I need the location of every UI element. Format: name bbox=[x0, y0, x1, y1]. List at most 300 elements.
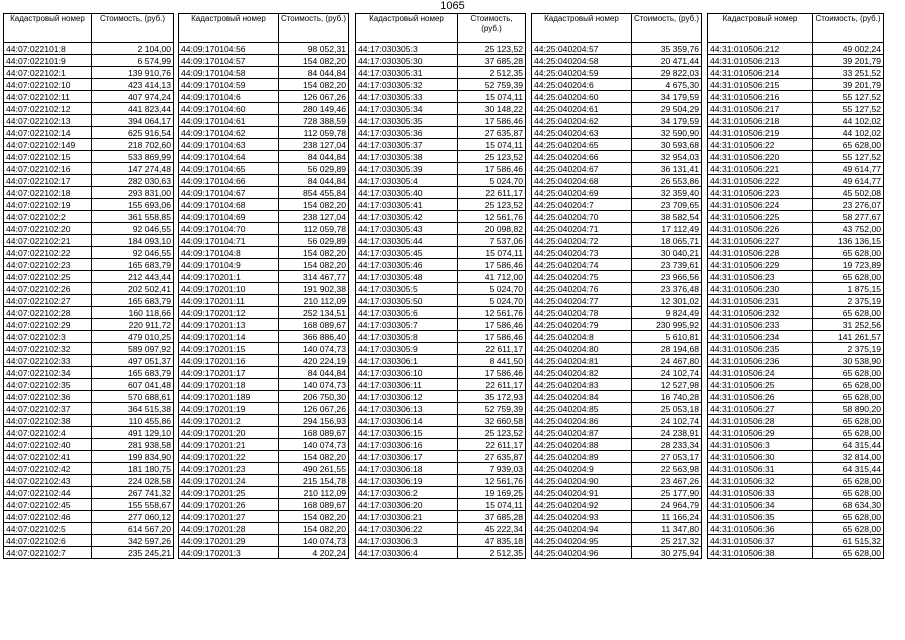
table-row bbox=[708, 427, 884, 439]
cadastral-number-cell: 44:07:022102:40 bbox=[4, 439, 92, 451]
table-row bbox=[179, 487, 349, 499]
table-row bbox=[4, 43, 174, 55]
table-row bbox=[532, 211, 702, 223]
table-row bbox=[356, 127, 526, 139]
table-row bbox=[708, 163, 884, 175]
cost-cell: 168 089,67 bbox=[279, 427, 349, 439]
table-body bbox=[4, 43, 174, 559]
cadastral-number-cell: 44:07:022102:18 bbox=[4, 187, 92, 199]
cadastral-number-cell: 44:17:030306:22 bbox=[356, 523, 458, 535]
cadastral-number-cell: 44:09:170201:24 bbox=[179, 475, 279, 487]
cost-cell: 19 169,25 bbox=[458, 487, 526, 499]
cost-cell: 22 611,17 bbox=[458, 343, 526, 355]
table-row bbox=[708, 415, 884, 427]
table-row bbox=[179, 343, 349, 355]
table-row bbox=[179, 499, 349, 511]
cost-cell: 165 683,79 bbox=[92, 367, 174, 379]
table-row bbox=[4, 295, 174, 307]
cadastral-number-cell: 44:31:010506:213 bbox=[708, 55, 813, 67]
table-row bbox=[356, 187, 526, 199]
cost-cell: 27 635,87 bbox=[458, 127, 526, 139]
cost-cell: 29 822,03 bbox=[632, 67, 702, 79]
cadastral-number-cell: 44:25:040204:8 bbox=[532, 331, 632, 343]
table-row bbox=[179, 403, 349, 415]
table-row bbox=[532, 427, 702, 439]
cost-cell: 394 064,17 bbox=[92, 115, 174, 127]
table-row bbox=[4, 259, 174, 271]
cadastral-number-cell: 44:25:040204:83 bbox=[532, 379, 632, 391]
cost-cell: 366 886,40 bbox=[279, 331, 349, 343]
cadastral-number-cell: 44:31:010506:26 bbox=[708, 391, 813, 403]
cadastral-number-cell: 44:09:170201:189 bbox=[179, 391, 279, 403]
table-row bbox=[708, 247, 884, 259]
table-row bbox=[4, 283, 174, 295]
cadastral-number-cell: 44:07:022102:33 bbox=[4, 355, 92, 367]
cadastral-number-cell: 44:09:170201:26 bbox=[179, 499, 279, 511]
table-row bbox=[356, 247, 526, 259]
table-row bbox=[179, 331, 349, 343]
table-row bbox=[179, 271, 349, 283]
cadastral-number-cell: 44:07:022102:149 bbox=[4, 139, 92, 151]
cadastral-number-cell: 44:07:022101:8 bbox=[4, 43, 92, 55]
cost-cell: 65 628,00 bbox=[813, 247, 884, 259]
cadastral-number-cell: 44:31:010506:226 bbox=[708, 223, 813, 235]
table-row bbox=[708, 523, 884, 535]
table-row bbox=[179, 187, 349, 199]
cadastral-number-cell: 44:31:010506:221 bbox=[708, 163, 813, 175]
table-row bbox=[708, 307, 884, 319]
table-row bbox=[532, 295, 702, 307]
cost-cell: 165 683,79 bbox=[92, 259, 174, 271]
table-row bbox=[356, 175, 526, 187]
cadastral-number-cell: 44:17:030305:8 bbox=[356, 331, 458, 343]
cost-cell: 168 089,67 bbox=[279, 499, 349, 511]
cadastral-number-cell: 44:25:040204:9 bbox=[532, 463, 632, 475]
cadastral-number-cell: 44:17:030306:13 bbox=[356, 403, 458, 415]
table-row bbox=[532, 163, 702, 175]
cadastral-number-cell: 44:25:040204:85 bbox=[532, 403, 632, 415]
cost-cell: 191 902,38 bbox=[279, 283, 349, 295]
cost-cell: 154 082,20 bbox=[279, 199, 349, 211]
cost-cell: 84 044,84 bbox=[279, 175, 349, 187]
cost-cell: 84 044,84 bbox=[279, 151, 349, 163]
cost-cell: 61 515,32 bbox=[813, 535, 884, 547]
page-number: 1065 bbox=[440, 0, 465, 12]
cadastral-number-cell: 44:25:040204:63 bbox=[532, 127, 632, 139]
cadastral-number-cell: 44:17:030305:4 bbox=[356, 175, 458, 187]
cadastral-number-cell: 44:17:030306:18 bbox=[356, 463, 458, 475]
table-row bbox=[4, 223, 174, 235]
table-row bbox=[4, 487, 174, 499]
cost-cell: 12 561,76 bbox=[458, 307, 526, 319]
cadastral-number-cell: 44:31:010506:235 bbox=[708, 343, 813, 355]
cadastral-number-cell: 44:09:170201:19 bbox=[179, 403, 279, 415]
cadastral-number-cell: 44:17:030305:43 bbox=[356, 223, 458, 235]
table-row bbox=[708, 391, 884, 403]
cost-cell: 23 966,56 bbox=[632, 271, 702, 283]
cadastral-number-cell: 44:17:030305:33 bbox=[356, 91, 458, 103]
cost-cell: 282 030,63 bbox=[92, 175, 174, 187]
cost-cell: 147 274,48 bbox=[92, 163, 174, 175]
cadastral-number-cell: 44:17:030306:12 bbox=[356, 391, 458, 403]
cost-cell: 47 835,18 bbox=[458, 535, 526, 547]
cadastral-number-cell: 44:17:030305:36 bbox=[356, 127, 458, 139]
cost-cell: 1 875,15 bbox=[813, 283, 884, 295]
table-row bbox=[4, 91, 174, 103]
table-row bbox=[356, 163, 526, 175]
table-row bbox=[179, 103, 349, 115]
cost-cell: 23 376,48 bbox=[632, 283, 702, 295]
table-row bbox=[708, 115, 884, 127]
table-row bbox=[356, 139, 526, 151]
cadastral-number-cell: 44:31:010506:27 bbox=[708, 403, 813, 415]
cost-cell: 2 512,35 bbox=[458, 67, 526, 79]
cost-cell: 25 177,90 bbox=[632, 487, 702, 499]
cost-cell: 24 102,74 bbox=[632, 415, 702, 427]
cadastral-number-cell: 44:09:170201:16 bbox=[179, 355, 279, 367]
cadastral-number-cell: 44:07:022102:42 bbox=[4, 463, 92, 475]
table-row bbox=[356, 403, 526, 415]
cost-cell: 281 938,58 bbox=[92, 439, 174, 451]
table-row bbox=[4, 331, 174, 343]
cadastral-number-cell: 44:07:022102:46 bbox=[4, 511, 92, 523]
cadastral-number-cell: 44:17:030306:2 bbox=[356, 487, 458, 499]
table-body bbox=[356, 43, 526, 559]
cost-cell: 65 628,00 bbox=[813, 367, 884, 379]
cost-cell: 294 156,93 bbox=[279, 415, 349, 427]
header-cost: Стоимость, (руб.) bbox=[92, 14, 174, 43]
table-row bbox=[532, 355, 702, 367]
cost-cell: 37 685,28 bbox=[458, 55, 526, 67]
cost-cell: 7 939,03 bbox=[458, 463, 526, 475]
cost-cell: 6 574,99 bbox=[92, 55, 174, 67]
cost-cell: 181 180,75 bbox=[92, 463, 174, 475]
cadastral-number-cell: 44:17:030306:10 bbox=[356, 367, 458, 379]
cost-cell: 407 974,24 bbox=[92, 91, 174, 103]
table-row bbox=[708, 355, 884, 367]
cadastral-number-cell: 44:07:022102:34 bbox=[4, 367, 92, 379]
cost-cell: 2 104,00 bbox=[92, 43, 174, 55]
table-body bbox=[532, 43, 702, 559]
cadastral-number-cell: 44:31:010506:228 bbox=[708, 247, 813, 259]
cost-cell: 58 277,67 bbox=[813, 211, 884, 223]
table-row bbox=[356, 115, 526, 127]
cost-cell: 238 127,04 bbox=[279, 139, 349, 151]
table-row bbox=[532, 247, 702, 259]
cadastral-number-cell: 44:25:040204:78 bbox=[532, 307, 632, 319]
cost-cell: 37 685,28 bbox=[458, 511, 526, 523]
cadastral-number-cell: 44:09:170201:25 bbox=[179, 487, 279, 499]
cost-cell: 154 082,20 bbox=[279, 511, 349, 523]
table-row bbox=[356, 199, 526, 211]
table-row bbox=[708, 379, 884, 391]
cost-cell: 39 201,79 bbox=[813, 55, 884, 67]
table-row bbox=[356, 499, 526, 511]
cadastral-number-cell: 44:25:040204:68 bbox=[532, 175, 632, 187]
cadastral-number-cell: 44:25:040204:71 bbox=[532, 223, 632, 235]
cadastral-number-cell: 44:31:010506:23 bbox=[708, 271, 813, 283]
cost-cell: 215 154,78 bbox=[279, 475, 349, 487]
cadastral-number-cell: 44:31:010506:218 bbox=[708, 115, 813, 127]
cadastral-number-cell: 44:17:030305:45 bbox=[356, 247, 458, 259]
cadastral-number-cell: 44:25:040204:96 bbox=[532, 547, 632, 559]
table-row bbox=[708, 79, 884, 91]
cost-cell: 112 059,78 bbox=[279, 223, 349, 235]
table-row bbox=[4, 199, 174, 211]
cost-cell: 4 202,24 bbox=[279, 547, 349, 559]
cost-cell: 27 053,17 bbox=[632, 451, 702, 463]
table-row bbox=[356, 367, 526, 379]
cadastral-number-cell: 44:07:022102:3 bbox=[4, 331, 92, 343]
table-row bbox=[179, 547, 349, 559]
table-row bbox=[708, 259, 884, 271]
cadastral-number-cell: 44:17:030306:14 bbox=[356, 415, 458, 427]
table-row bbox=[532, 199, 702, 211]
cost-cell: 5 610,81 bbox=[632, 331, 702, 343]
table-row bbox=[356, 259, 526, 271]
cost-cell: 126 067,26 bbox=[279, 91, 349, 103]
table-row bbox=[356, 103, 526, 115]
table-row bbox=[4, 55, 174, 67]
cadastral-number-cell: 44:07:022102:14 bbox=[4, 127, 92, 139]
table-row bbox=[179, 235, 349, 247]
cost-cell: 17 586,46 bbox=[458, 367, 526, 379]
cadastral-number-cell: 44:17:030306:19 bbox=[356, 475, 458, 487]
cost-cell: 30 275,94 bbox=[632, 547, 702, 559]
table-row bbox=[4, 511, 174, 523]
table-row bbox=[4, 355, 174, 367]
cost-cell: 614 567,20 bbox=[92, 523, 174, 535]
cost-cell: 570 688,61 bbox=[92, 391, 174, 403]
table-row bbox=[708, 343, 884, 355]
cost-cell: 184 093,10 bbox=[92, 235, 174, 247]
cost-cell: 34 179,59 bbox=[632, 91, 702, 103]
cadastral-number-cell: 44:17:030305:46 bbox=[356, 259, 458, 271]
table-row bbox=[708, 55, 884, 67]
table-row bbox=[179, 415, 349, 427]
table-row bbox=[356, 151, 526, 163]
cadastral-number-cell: 44:07:022102:41 bbox=[4, 451, 92, 463]
table-row bbox=[4, 439, 174, 451]
table-row bbox=[179, 127, 349, 139]
cadastral-number-cell: 44:25:040204:59 bbox=[532, 67, 632, 79]
cost-cell: 56 029,89 bbox=[279, 235, 349, 247]
cost-cell: 55 127,52 bbox=[813, 151, 884, 163]
table-row bbox=[179, 55, 349, 67]
cadastral-number-cell: 44:25:040204:91 bbox=[532, 487, 632, 499]
cost-cell: 52 759,39 bbox=[458, 79, 526, 91]
table-row bbox=[356, 91, 526, 103]
table-row bbox=[356, 475, 526, 487]
cadastral-number-cell: 44:25:040204:58 bbox=[532, 55, 632, 67]
table-row bbox=[708, 43, 884, 55]
table-row bbox=[179, 199, 349, 211]
cost-cell: 22 563,98 bbox=[632, 463, 702, 475]
cost-cell: 25 217,32 bbox=[632, 535, 702, 547]
cadastral-number-cell: 44:31:010506:29 bbox=[708, 427, 813, 439]
cost-cell: 218 702,60 bbox=[92, 139, 174, 151]
table-row bbox=[708, 199, 884, 211]
cost-cell: 5 024,70 bbox=[458, 175, 526, 187]
table-row bbox=[4, 211, 174, 223]
table-row bbox=[4, 547, 174, 559]
table-row bbox=[356, 535, 526, 547]
cost-cell: 533 869,99 bbox=[92, 151, 174, 163]
cost-cell: 11 166,24 bbox=[632, 511, 702, 523]
table-row bbox=[708, 535, 884, 547]
table-row bbox=[179, 307, 349, 319]
cadastral-number-cell: 44:09:170104:60 bbox=[179, 103, 279, 115]
cadastral-number-cell: 44:07:022102:38 bbox=[4, 415, 92, 427]
cadastral-number-cell: 44:31:010506:34 bbox=[708, 499, 813, 511]
cadastre-table-2 bbox=[178, 13, 349, 559]
table-row bbox=[179, 535, 349, 547]
cadastral-number-cell: 44:31:010506:231 bbox=[708, 295, 813, 307]
cadastral-number-cell: 44:09:170201:22 bbox=[179, 451, 279, 463]
cadastral-number-cell: 44:17:030305:42 bbox=[356, 211, 458, 223]
cost-cell: 35 172,93 bbox=[458, 391, 526, 403]
table-row bbox=[4, 319, 174, 331]
cost-cell: 2 512,35 bbox=[458, 547, 526, 559]
cost-cell: 44 102,02 bbox=[813, 115, 884, 127]
table-row bbox=[356, 211, 526, 223]
cadastral-number-cell: 44:09:170201:12 bbox=[179, 307, 279, 319]
table-row bbox=[532, 67, 702, 79]
cadastral-number-cell: 44:09:170201:29 bbox=[179, 535, 279, 547]
cadastral-number-cell: 44:25:040204:57 bbox=[532, 43, 632, 55]
table-row bbox=[179, 439, 349, 451]
table-row bbox=[4, 427, 174, 439]
cadastral-number-cell: 44:07:022102:1 bbox=[4, 67, 92, 79]
cadastral-number-cell: 44:07:022102:2 bbox=[4, 211, 92, 223]
cadastral-number-cell: 44:07:022102:19 bbox=[4, 199, 92, 211]
cost-cell: 36 131,41 bbox=[632, 163, 702, 175]
cost-cell: 52 759,39 bbox=[458, 403, 526, 415]
table-row bbox=[532, 343, 702, 355]
cost-cell: 64 315,44 bbox=[813, 439, 884, 451]
cost-cell: 65 628,00 bbox=[813, 415, 884, 427]
table-row bbox=[532, 487, 702, 499]
table-row bbox=[179, 163, 349, 175]
cadastral-number-cell: 44:31:010506:35 bbox=[708, 511, 813, 523]
cadastral-number-cell: 44:25:040204:65 bbox=[532, 139, 632, 151]
cost-cell: 24 102,74 bbox=[632, 367, 702, 379]
cadastral-number-cell: 44:17:030305:48 bbox=[356, 271, 458, 283]
cost-cell: 126 067,26 bbox=[279, 403, 349, 415]
table-row bbox=[532, 463, 702, 475]
cadastral-number-cell: 44:31:010506:227 bbox=[708, 235, 813, 247]
table-row bbox=[356, 547, 526, 559]
cadastral-number-cell: 44:31:010506:236 bbox=[708, 355, 813, 367]
table-row bbox=[4, 79, 174, 91]
cost-cell: 15 074,11 bbox=[458, 91, 526, 103]
header-cost: Стоимость, (руб.) bbox=[458, 14, 526, 43]
cost-cell: 49 002,24 bbox=[813, 43, 884, 55]
cost-cell: 65 628,00 bbox=[813, 139, 884, 151]
cost-cell: 35 359,76 bbox=[632, 43, 702, 55]
cadastral-number-cell: 44:17:030306:4 bbox=[356, 547, 458, 559]
cadastral-number-cell: 44:25:040204:7 bbox=[532, 199, 632, 211]
table-row bbox=[356, 271, 526, 283]
cadastral-number-cell: 44:31:010506:33 bbox=[708, 487, 813, 499]
table-row bbox=[179, 259, 349, 271]
cost-cell: 23 467,26 bbox=[632, 475, 702, 487]
cadastral-number-cell: 44:07:022102:36 bbox=[4, 391, 92, 403]
cadastral-number-cell: 44:09:170104:69 bbox=[179, 211, 279, 223]
cadastral-number-cell: 44:07:022102:23 bbox=[4, 259, 92, 271]
table-row bbox=[179, 115, 349, 127]
cost-cell: 154 082,20 bbox=[279, 79, 349, 91]
cost-cell: 22 611,17 bbox=[458, 379, 526, 391]
table-row bbox=[356, 79, 526, 91]
cost-cell: 34 179,59 bbox=[632, 115, 702, 127]
table-row bbox=[356, 355, 526, 367]
table-row bbox=[4, 367, 174, 379]
table-row bbox=[179, 283, 349, 295]
cadastral-number-cell: 44:17:030306:20 bbox=[356, 499, 458, 511]
cadastral-number-cell: 44:25:040204:94 bbox=[532, 523, 632, 535]
cadastral-number-cell: 44:07:022102:35 bbox=[4, 379, 92, 391]
cadastral-number-cell: 44:17:030305:35 bbox=[356, 115, 458, 127]
cadastral-number-cell: 44:17:030305:40 bbox=[356, 187, 458, 199]
cost-cell: 199 834,90 bbox=[92, 451, 174, 463]
cost-cell: 5 024,70 bbox=[458, 295, 526, 307]
cost-cell: 22 611,17 bbox=[458, 439, 526, 451]
cadastral-number-cell: 44:31:010506:219 bbox=[708, 127, 813, 139]
cost-cell: 30 148,22 bbox=[458, 103, 526, 115]
cost-cell: 49 614,77 bbox=[813, 163, 884, 175]
cost-cell: 25 053,18 bbox=[632, 403, 702, 415]
cost-cell: 28 194,68 bbox=[632, 343, 702, 355]
cadastral-number-cell: 44:25:040204:66 bbox=[532, 151, 632, 163]
cost-cell: 165 683,79 bbox=[92, 295, 174, 307]
table-row bbox=[708, 499, 884, 511]
cadastral-number-cell: 44:09:170201:11 bbox=[179, 295, 279, 307]
table-row bbox=[532, 475, 702, 487]
table-row bbox=[532, 307, 702, 319]
table-row bbox=[532, 415, 702, 427]
cost-cell: 98 052,31 bbox=[279, 43, 349, 55]
cost-cell: 206 750,30 bbox=[279, 391, 349, 403]
table-row bbox=[532, 223, 702, 235]
cadastral-number-cell: 44:17:030305:7 bbox=[356, 319, 458, 331]
table-row bbox=[708, 451, 884, 463]
table-row bbox=[356, 379, 526, 391]
cadastral-number-cell: 44:09:170104:68 bbox=[179, 199, 279, 211]
cadastral-number-cell: 44:07:022102:10 bbox=[4, 79, 92, 91]
table-row bbox=[4, 151, 174, 163]
table-row bbox=[532, 367, 702, 379]
cadastral-number-cell: 44:31:010506:214 bbox=[708, 67, 813, 79]
cost-cell: 224 028,58 bbox=[92, 475, 174, 487]
cadastral-number-cell: 44:07:022102:43 bbox=[4, 475, 92, 487]
table-row bbox=[179, 319, 349, 331]
cadastral-number-cell: 44:25:040204:86 bbox=[532, 415, 632, 427]
table-row bbox=[532, 103, 702, 115]
cadastral-number-cell: 44:07:022102:11 bbox=[4, 91, 92, 103]
cadastral-number-cell: 44:09:170104:6 bbox=[179, 91, 279, 103]
table-row bbox=[708, 283, 884, 295]
cadastral-number-cell: 44:25:040204:60 bbox=[532, 91, 632, 103]
cadastral-number-cell: 44:09:170104:8 bbox=[179, 247, 279, 259]
cadastral-number-cell: 44:17:030305:37 bbox=[356, 139, 458, 151]
cadastral-number-cell: 44:17:030305:50 bbox=[356, 295, 458, 307]
cadastral-number-cell: 44:31:010506:229 bbox=[708, 259, 813, 271]
cadastral-number-cell: 44:17:030305:32 bbox=[356, 79, 458, 91]
cadastral-number-cell: 44:09:170104:67 bbox=[179, 187, 279, 199]
cadastre-table-4 bbox=[531, 13, 702, 559]
cost-cell: 26 553,86 bbox=[632, 175, 702, 187]
